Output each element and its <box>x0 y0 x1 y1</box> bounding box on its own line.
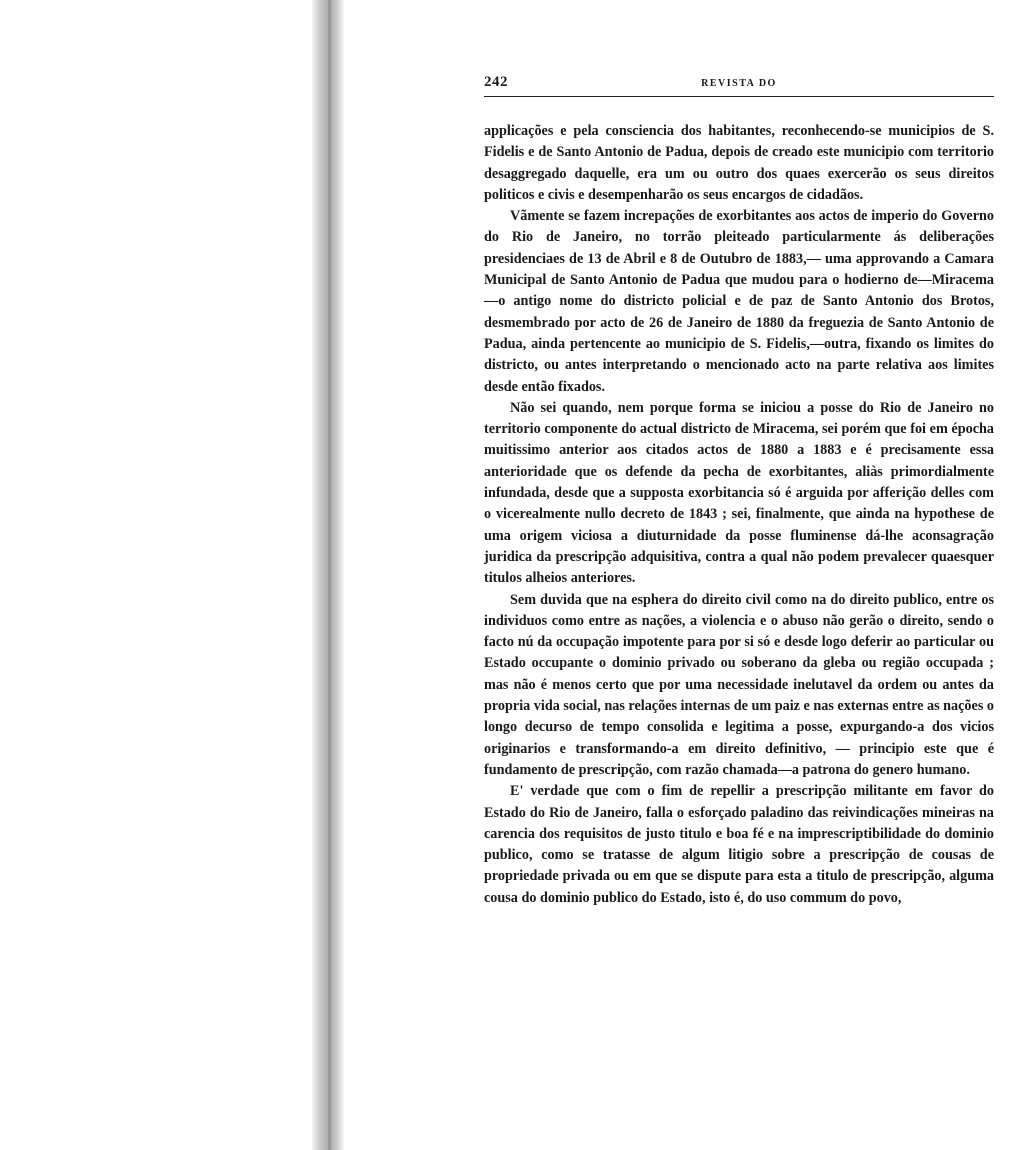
header-rule <box>484 96 994 97</box>
paragraph-1: applicações e pela consciencia dos habitantes, reconhecendo-se municipios de S. Fidelis e de Santo Antonio de Padua, depois de creado este municipio com territorio desaggregado daquelle, era um ou outro dos quaes exercerão os seus direitos politicos e civis e desempenharão os seus encargos de cidadãos. <box>484 123 994 203</box>
running-head <box>484 70 994 92</box>
body-text <box>484 121 994 909</box>
book-page <box>484 70 994 909</box>
paragraph-5: E' verdade que com o fim de repellir a prescripção militante em favor do Estado do Rio de Janeiro, falla o esforçado paladino das reivindicações mineiras na carencia dos requisitos de justo titulo e boa fé e na imprescriptibilidade do dominio publico, como se tratasse de algum litigio sobre a prescripção de cousas de propriedade privada ou em que se dispute para esta a titulo de prescripção, alguma cousa do dominio publico do Estado, isto é, do uso commum do povo, <box>484 783 994 906</box>
header-title: REVISTA DO <box>701 78 777 89</box>
page-number: 242 <box>484 74 508 90</box>
paragraph-4: Sem duvida que na esphera do direito civil como na do direito publico, entre os individuos como entre as nações, a violencia e o abuso não gerão o direito, sendo o facto nú da occupação impotente para por si só e desde logo deferir ao particular ou Estado occupante o dominio privado ou soberano da gleba ou região occupada ; mas não é menos certo que por uma necessidade inelutavel da ordem ou antes da propria vida social, nas relações internas de um paiz e nas externas entre as nações o longo decurso de tempo consolida e legitima a posse, expurgando-a dos vicios originarios e transformando-a em direito definitivo, — principio este que é fundamento de prescripção, com razão chamada—a patrona do genero humano. <box>484 591 994 778</box>
paragraph-2: Vãmente se fazem increpações de exorbitantes aos actos de imperio do Governo do Rio de Janeiro, no torrão pleiteado particularmente ás deliberações presidenciaes de 13 de Abril e 8 de Outubro de 1883,— uma approvando a Camara Municipal de Santo Antonio de Padua que mudou para o hodierno de—Miracema—o antigo nome do districto policial e de paz de Santo Antonio dos Brotos, desmembrado por acto de 26 de Janeiro de 1880 da freguezia de Santo Antonio de Padua, ainda pertencente ao municipio de S. Fidelis,—outra, fixando os limites do districto, ou antes interpretando o mencionado acto na parte relativa aos limites desde então fixados. <box>484 208 994 395</box>
paragraph-3: Não sei quando, nem porque forma se iniciou a posse do Rio de Janeiro no territorio componente do actual districto de Miracema, sei porém que foi em épocha muitissimo anterior aos citados actos de 1880 a 1883 e é precisamente essa anterioridade que os defende da pecha de exorbitantes, aliàs primordialmente infundada, desde que a supposta exorbitancia só é arguida por afferição delles com o vicerealmente nullo decreto de 1843 ; sei, finalmente, que ainda na hypothese de uma origem viciosa a diuturnidade da posse fluminense dá-lhe aconsagração juridica da prescripção adquisitiva, contra a qual não podem prevalecer quaesquer titulos alheios anteriores. <box>484 399 994 587</box>
binding-shadow <box>328 0 331 1150</box>
